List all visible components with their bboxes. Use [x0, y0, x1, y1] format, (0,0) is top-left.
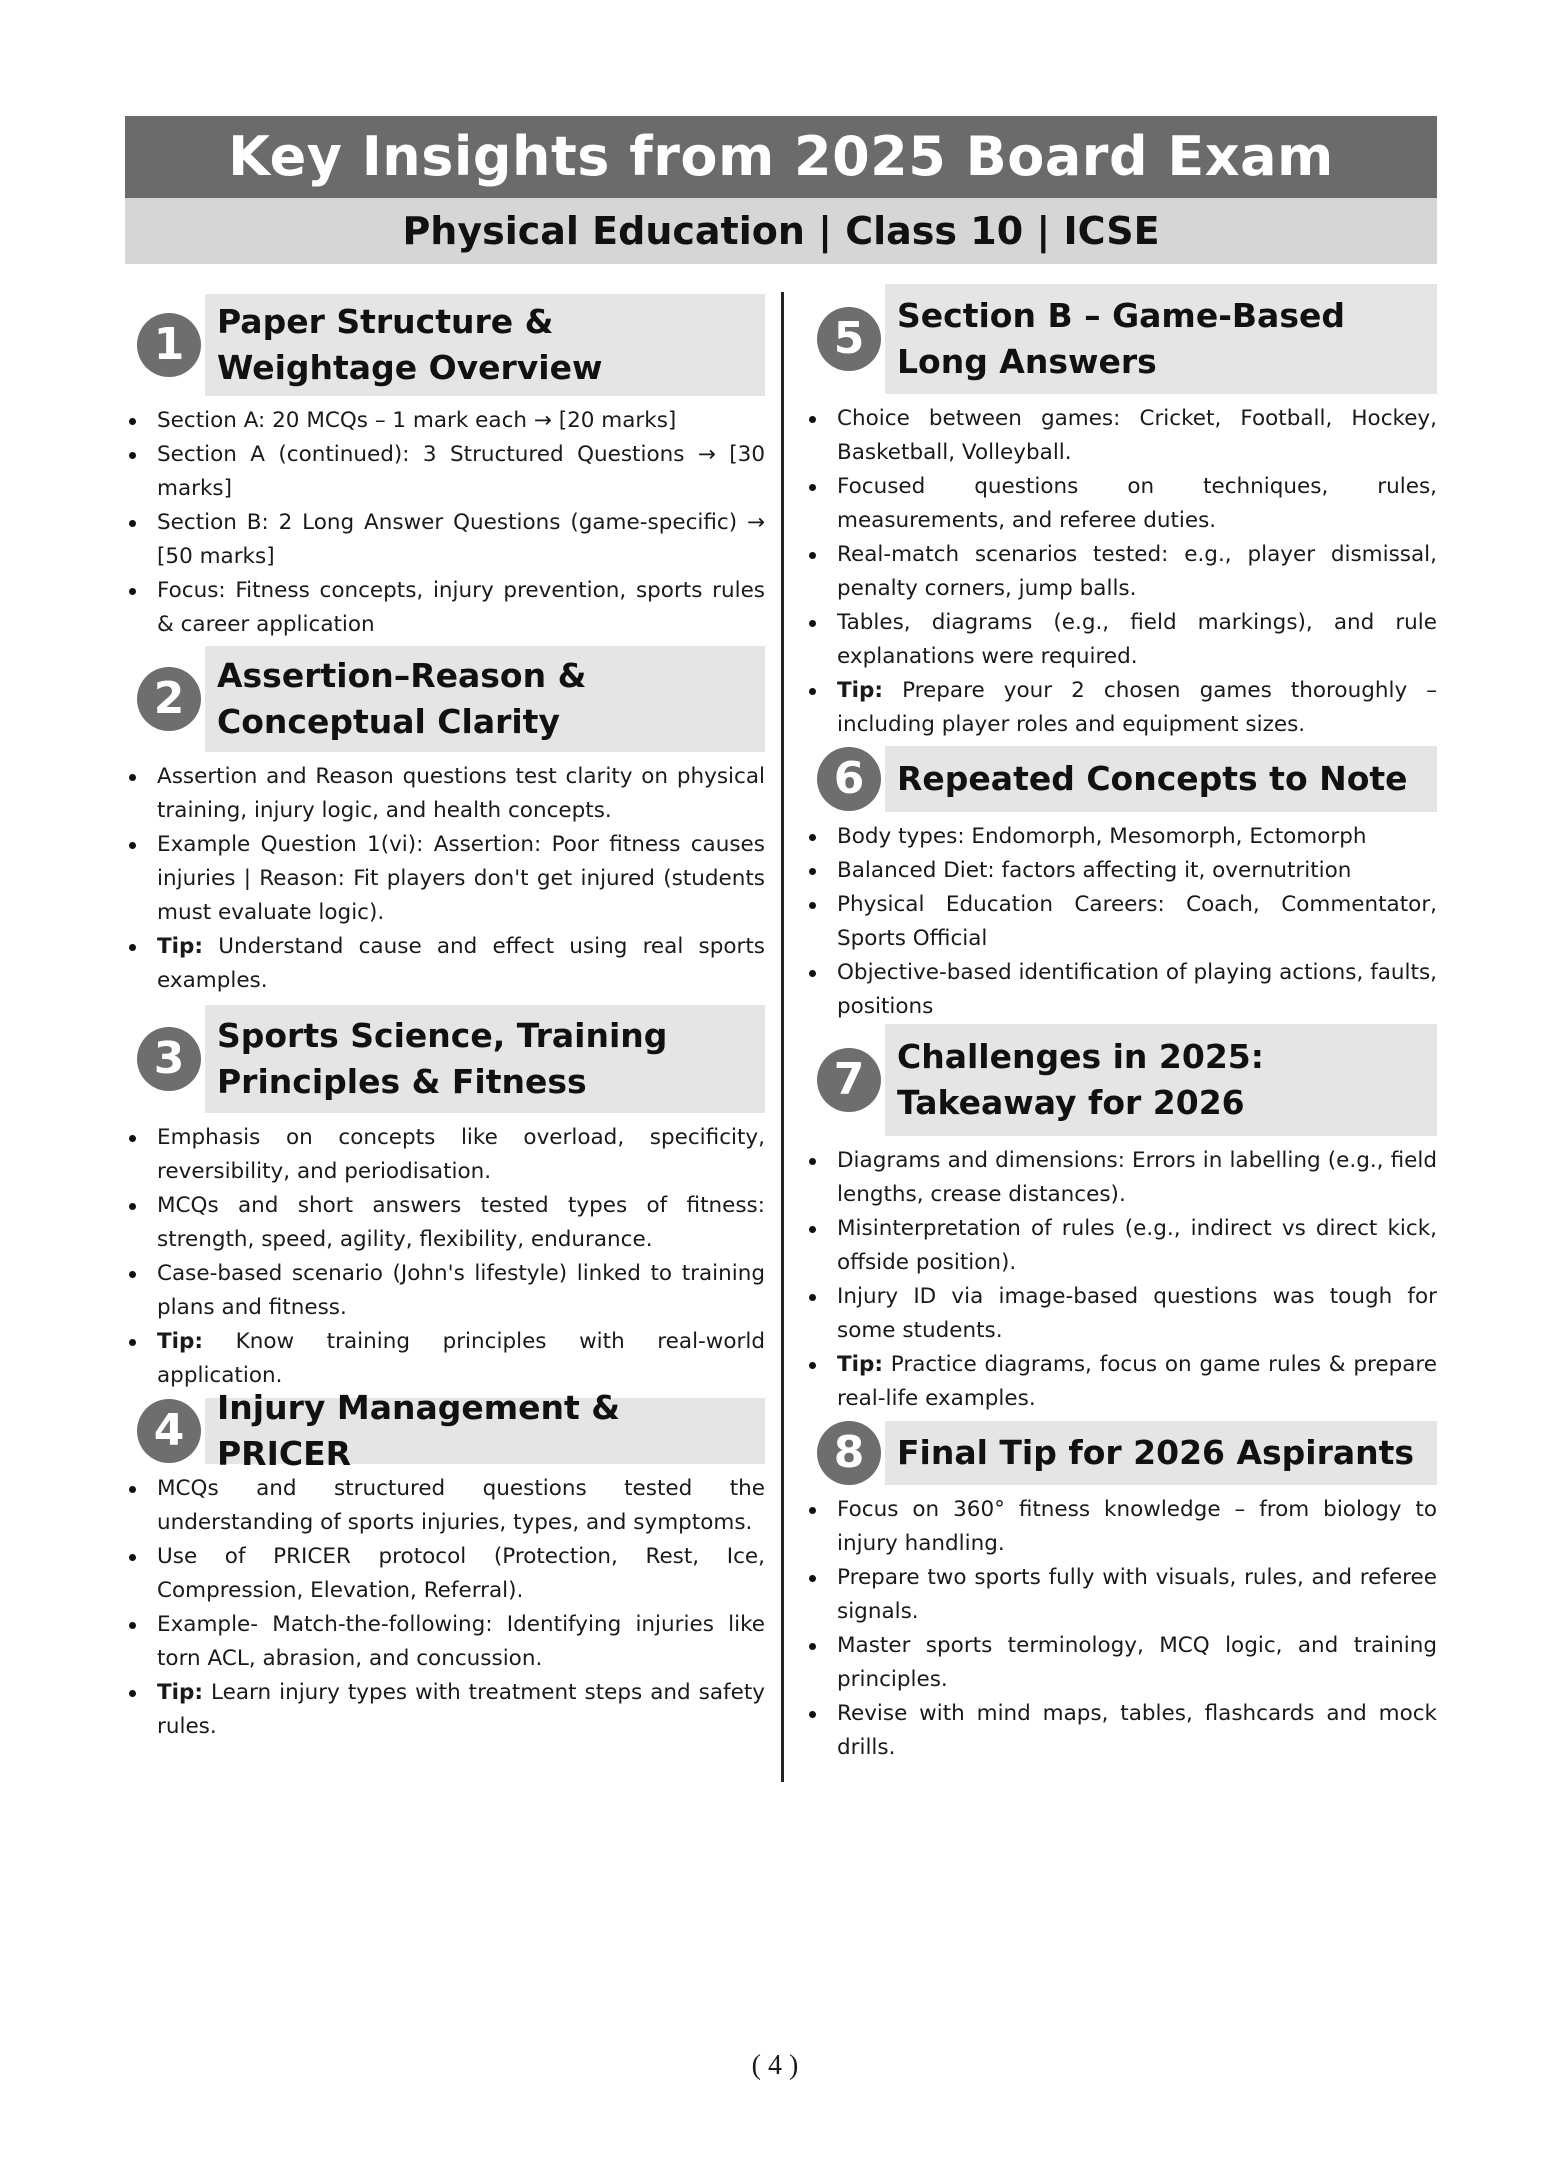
list-item-text: MCQs and structured questions tested the understanding of sports injuries, types, and symptoms.: [157, 1476, 765, 1535]
list-item: [125, 1472, 765, 1540]
list-item: [805, 1348, 1437, 1416]
list-item: [805, 674, 1437, 742]
list-item-text: Case-based scenario (John's lifestyle) linked to training plans and fitness.: [157, 1261, 765, 1320]
list-item: [805, 538, 1437, 606]
list-item-text: Section A (continued): 3 Structured Questions → [30 marks]: [157, 442, 765, 501]
list-item: [805, 1629, 1437, 1697]
list-item: [805, 1212, 1437, 1280]
section-header: [805, 1421, 1437, 1485]
list-item-text: Section A: 20 MCQs – 1 mark each → [20 marks]: [157, 408, 677, 433]
list-item: [805, 956, 1437, 1024]
section-bullet-list: [125, 760, 765, 998]
list-item: [805, 606, 1437, 674]
section-title: Challenges in 2025: Takeaway for 2026: [897, 1037, 1264, 1122]
page-subtitle: Physical Education | Class 10 | ICSE: [125, 198, 1437, 264]
list-item: [125, 438, 765, 506]
section-bullet-list: [805, 820, 1437, 1024]
section-number-badge: 4: [137, 1399, 201, 1463]
list-item-text: Prepare two sports fully with visuals, rules, and referee signals.: [837, 1565, 1437, 1624]
list-item: [805, 1561, 1437, 1629]
section-number-badge: 7: [817, 1048, 881, 1112]
page-title: Key Insights from 2025 Board Exam: [125, 116, 1437, 198]
section-header: [125, 1005, 765, 1113]
section-number-badge: 8: [817, 1421, 881, 1485]
list-item: [805, 820, 1437, 854]
list-item: [125, 1540, 765, 1608]
list-item-text: Choice between games: Cricket, Football, Hockey, Basketball, Volleyball.: [837, 406, 1437, 465]
section-bullet-list: [805, 1493, 1437, 1765]
list-item-text: Emphasis on concepts like overload, specificity, reversibility, and periodisation.: [157, 1125, 765, 1184]
list-item: [125, 574, 765, 642]
tip-label: Tip:: [837, 678, 884, 703]
list-item-text: Example- Match-the-following: Identifying injuries like torn ACL, abrasion, and concussion.: [157, 1612, 765, 1671]
section-title: Section B – Game-Based Long Answers: [897, 296, 1345, 381]
list-item-text: Real-match scenarios tested: e.g., player dismissal, penalty corners, jump balls.: [837, 542, 1437, 601]
section-number-badge: 5: [817, 307, 881, 371]
list-item-text: Misinterpretation of rules (e.g., indirect vs direct kick, offside position).: [837, 1216, 1437, 1275]
list-item-text: Know training principles with real-world application.: [157, 1329, 765, 1388]
list-item: [805, 1280, 1437, 1348]
list-item-text: Objective-based identification of playing actions, faults, positions: [837, 960, 1437, 1019]
section-final-tip: [805, 1421, 1437, 1765]
section-header: [125, 1388, 765, 1473]
section-title: Sports Science, Training Principles & Fitness: [217, 1016, 668, 1101]
section-number-badge: 6: [817, 747, 881, 811]
list-item: [125, 1189, 765, 1257]
list-item: [125, 1325, 765, 1393]
section-number-badge: 1: [137, 313, 201, 377]
list-item: [125, 930, 765, 998]
section-repeated-concepts: [805, 746, 1437, 1024]
section-challenges: [805, 1024, 1437, 1416]
list-item: [805, 888, 1437, 956]
list-item: [805, 1493, 1437, 1561]
section-header: [125, 646, 765, 752]
section-number-badge: 2: [137, 667, 201, 731]
section-title: Paper Structure & Weightage Overview: [217, 302, 603, 387]
list-item-text: Revise with mind maps, tables, flashcards and mock drills.: [837, 1701, 1437, 1760]
section-injury-management: [125, 1388, 765, 1744]
section-header: [125, 294, 765, 396]
list-item-text: Body types: Endomorph, Mesomorph, Ectomorph: [837, 824, 1367, 849]
section-paper-structure: [125, 294, 765, 642]
section-sports-science: [125, 1005, 765, 1393]
column-divider: [781, 292, 784, 1782]
list-item-text: Practice diagrams, focus on game rules & prepare real-life examples.: [837, 1352, 1437, 1411]
section-assertion-reason: [125, 646, 765, 998]
section-header: [805, 284, 1437, 394]
section-number-badge: 3: [137, 1027, 201, 1091]
tip-label: Tip:: [837, 1352, 884, 1377]
list-item-text: Prepare your 2 chosen games thoroughly – including player roles and equipment sizes.: [837, 678, 1437, 737]
list-item-text: Understand cause and effect using real sports examples.: [157, 934, 765, 993]
section-title: Repeated Concepts to Note: [897, 759, 1408, 798]
section-bullet-list: [805, 1144, 1437, 1416]
section-title: Injury Management & PRICER: [217, 1388, 621, 1473]
list-item: [805, 470, 1437, 538]
list-item-text: Balanced Diet: factors affecting it, overnutrition: [837, 858, 1352, 883]
section-bullet-list: [125, 1121, 765, 1393]
list-item: [125, 1121, 765, 1189]
list-item: [125, 1676, 765, 1744]
list-item-text: Learn injury types with treatment steps and safety rules.: [157, 1680, 765, 1739]
tip-label: Tip:: [157, 934, 204, 959]
list-item-text: Assertion and Reason questions test clarity on physical training, injury logic, and health concepts.: [157, 764, 765, 823]
list-item: [125, 760, 765, 828]
section-title: Final Tip for 2026 Aspirants: [897, 1433, 1415, 1472]
list-item-text: Section B: 2 Long Answer Questions (game-specific) → [50 marks]: [157, 510, 765, 569]
list-item: [125, 404, 765, 438]
page-number: ( 4 ): [751, 2050, 799, 2081]
list-item-text: Focus: Fitness concepts, injury prevention, sports rules & career application: [157, 578, 765, 637]
list-item-text: Diagrams and dimensions: Errors in labelling (e.g., field lengths, crease distances).: [837, 1148, 1437, 1207]
section-bullet-list: [805, 402, 1437, 742]
list-item: [805, 1697, 1437, 1765]
list-item-text: Use of PRICER protocol (Protection, Rest, Ice, Compression, Elevation, Referral).: [157, 1544, 765, 1603]
section-bullet-list: [125, 404, 765, 642]
list-item: [805, 402, 1437, 470]
list-item: [125, 828, 765, 930]
section-title: Assertion–Reason & Conceptual Clarity: [217, 656, 587, 741]
list-item: [125, 1257, 765, 1325]
list-item-text: Tables, diagrams (e.g., field markings), and rule explanations were required.: [837, 610, 1437, 669]
tip-label: Tip:: [157, 1329, 204, 1354]
section-game-based: [805, 284, 1437, 742]
list-item-text: Master sports terminology, MCQ logic, and training principles.: [837, 1633, 1437, 1692]
list-item: [125, 1608, 765, 1676]
list-item: [805, 854, 1437, 888]
list-item-text: Focus on 360° fitness knowledge – from biology to injury handling.: [837, 1497, 1437, 1556]
tip-label: Tip:: [157, 1680, 204, 1705]
list-item: [805, 1144, 1437, 1212]
list-item: [125, 506, 765, 574]
list-item-text: Example Question 1(vi): Assertion: Poor fitness causes injuries | Reason: Fit players don't get injured (students must evaluate logic).: [157, 832, 765, 925]
list-item-text: Injury ID via image-based questions was tough for some students.: [837, 1284, 1437, 1343]
list-item-text: Focused questions on techniques, rules, measurements, and referee duties.: [837, 474, 1437, 533]
section-bullet-list: [125, 1472, 765, 1744]
section-header: [805, 746, 1437, 812]
list-item-text: MCQs and short answers tested types of fitness: strength, speed, agility, flexibility, endurance.: [157, 1193, 765, 1252]
section-header: [805, 1024, 1437, 1136]
list-item-text: Physical Education Careers: Coach, Commentator, Sports Official: [837, 892, 1437, 951]
